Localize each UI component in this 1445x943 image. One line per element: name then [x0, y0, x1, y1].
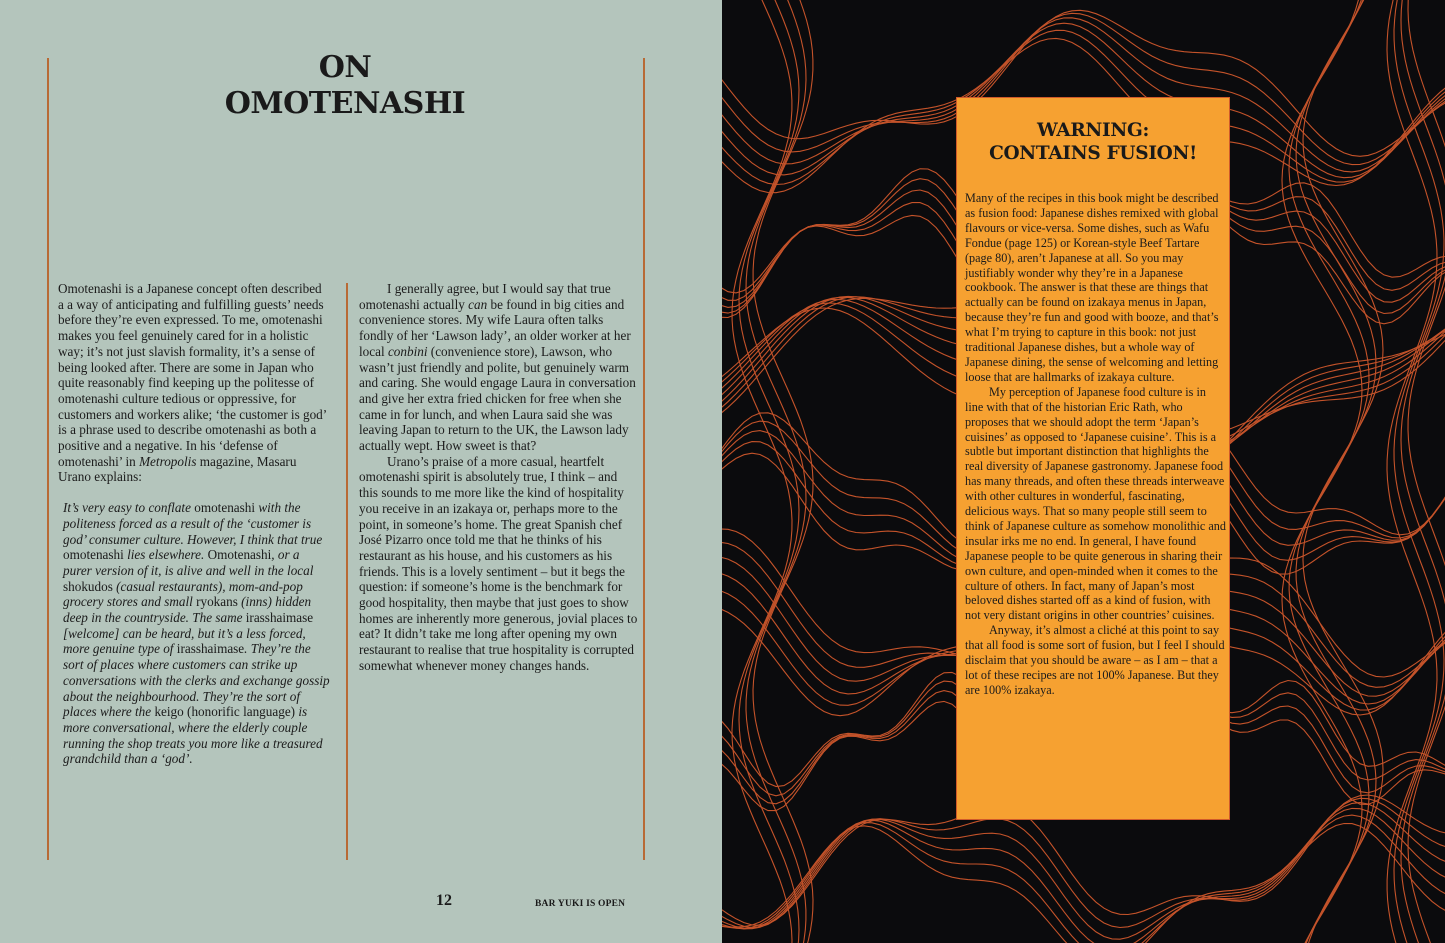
- callout-paragraph-3: Anyway, it’s almost a cliché at this point to say that all food is some sort of fusion, but I feel I should disclaim that you should be aware – as I am – that a lot of these recipes are not 100% Japanese. But they are 100% izakaya.: [965, 623, 1225, 697]
- page-number: 12: [436, 892, 452, 909]
- wave-line: [739, 0, 799, 943]
- wave-line: [722, 808, 1445, 943]
- left-page: [0, 0, 722, 943]
- lawson-paragraph: I generally agree, but I would say that true omotenashi actually can be found in big cities and convenience stores. My wife Laura often talks fondly of her ‘Lawson lady’, an older worker at her local conbini (convenience store), Lawson, who wasn’t just friendly and polite, but genuinely warm and caring. She would engage Laura in conversation and give her extra fried chicken for free when she came in for lunch, and when Laura said she was leaving Japan to return to the UK, the Lawson lady actually wept. How sweet is that?: [359, 281, 636, 454]
- page-title: [200, 50, 490, 122]
- title-line-1: ON: [318, 50, 372, 85]
- left-margin-rule: [47, 58, 49, 860]
- callout-paragraph-2: My perception of Japanese food culture is in line with that of the historian Eric Rath, who proposes that we should adopt the term ‘Japan’s cuisines’ as opposed to ‘Japanese cuisine’. This is a subtle but important distinction that highlights the real diversity of Japanese gastronomy. Japanese food has many threads, and often these threads interweave with other cultures in wonderful, fascinating, delicious ways. That so many people still seem to think of Japanese culture as somehow monolithic and insular irks me no end. In general, I have found Japanese people to be quite generous in sharing their own culture, and open-minded when it comes to the culture of others. In fact, many of Japan’s most beloved dishes started off as a kind of fusion, with not very distant origins in other countries’ cuisines.: [965, 384, 1226, 623]
- wave-line: [722, 824, 1445, 943]
- callout-paragraph-1: Many of the recipes in this book might be described as fusion food: Japanese dishes remixed with global flavours or vice-versa. Some dishes, such as Wafu Fondue (page 125) or Korean-style Beef Tartare (page 80), aren’t Japanese at all. So you may justifiably wonder why they’re in a Japanese cookbook. The answer is that these are things that actually can be found on izakaya menus in Japan, because they’re fun and good with booze, and that’s what I’m trying to capture in this book: not just traditional Japanese dishes, but a whole way of Japanese dining, the sense of welcoming and letting loose that are hallmarks of izakaya culture.: [965, 191, 1219, 384]
- wave-line: [1408, 0, 1445, 943]
- body-column-2: [359, 281, 638, 674]
- title-line-2: OMOTENASHI: [224, 86, 466, 121]
- right-margin-rule: [643, 58, 645, 860]
- wave-line: [1289, 0, 1369, 943]
- body-column-1: [58, 281, 330, 767]
- running-title: BAR YUKI IS OPEN: [535, 899, 626, 909]
- wave-line: [722, 803, 1445, 940]
- callout-body: [965, 191, 1227, 698]
- wave-line: [722, 815, 1445, 943]
- hospitality-paragraph: Urano’s praise of a more casual, heartfelt omotenashi spirit is absolutely true, I think – and this sounds to me more like the kind of hospitality you receive in an izakaya or, perhaps more to the point, in someone’s home. The great Spanish chef José Pizarro once told me that he thinks of his restaurant as his house, and his customers as his friends. This is a lovely sentiment – but it begs the question: if someone’s home is the benchmark for good hospitality, then maybe that just goes to show homes are inherently more generous, jovial places to eat? It didn’t take me long after opening my own restaurant to realise that true hospitality is corrupted somewhat whenever money changes hands.: [359, 453, 638, 673]
- column-divider-rule: [346, 283, 348, 860]
- intro-paragraph: Omotenashi is a Japanese concept often described a a way of anticipating and fulfilling guests’ needs before they’re even expressed. To me, omotenashi makes you feel genuinely cared for in a holistic way; it’s not just slavish formality, it’s a sense of being looked after. There are some in Japan who quite reasonably find keeping up the politesse of omotenashi culture tedious or oppressive, for customers and workers alike; ‘the customer is god’ is a phrase used to describe omotenashi as both a positive and a negative. In his ‘defense of omotenashi’ in Metropolis magazine, Masaru Urano explains:: [58, 281, 327, 485]
- wave-line: [1303, 0, 1383, 943]
- callout-title-line-2: CONTAINS FUSION!: [989, 143, 1197, 164]
- fusion-warning-box: [956, 97, 1230, 820]
- block-quote: It’s very easy to conflate omotenashi with the politeness forced as a result of the ‘customer is god’ consumer culture. However, I think that true omotenashi lies elsewhere. Omotenashi, or a purer version of it, is alive and well in the local shokudos (casual restaurants), mom-and-pop grocery stores and small ryokans (inns) hidden deep in the countryside. The same irasshaimase [welcome] can be heard, but it’s a less forced, more genuine type of irasshaimase. They’re the sort of places where customers can strike up conversations with the clerks and exchange gossip about the neighbourhood. They’re the sort of places where the keigo (honorific language) is more conversational, where the elderly couple running the shop treats you more like a treasured grandchild than a ‘god’.: [63, 500, 330, 767]
- callout-title: [957, 119, 1229, 165]
- callout-title-line-1: WARNING:: [1036, 120, 1150, 141]
- right-page: [722, 0, 1445, 943]
